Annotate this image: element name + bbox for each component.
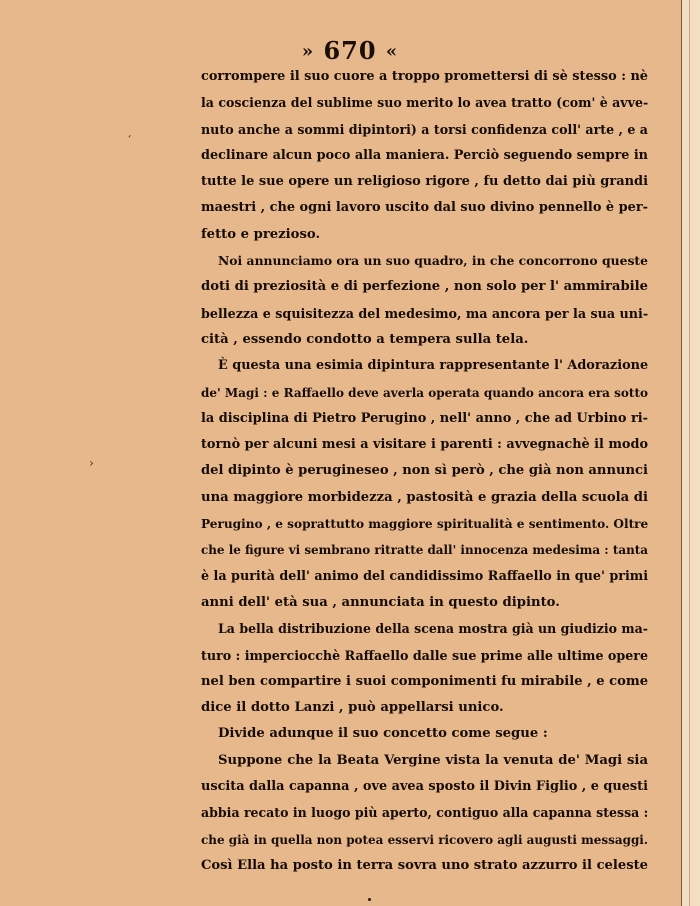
text-line: La bella distribuzione della scena mostra già un giudizio ma- [218, 621, 648, 637]
text-line: Suppone che la Beata Vergine vista la venuta de' Magi sia [218, 752, 648, 768]
body-text [201, 64, 648, 879]
text-line: la disciplina di Pietro Perugino , nell' anno , che ad Urbino ri- [201, 410, 648, 426]
page-edge-line [689, 0, 690, 906]
text-line: tornò per alcuni mesi a visitare i parenti : avvegnachè il modo [201, 437, 648, 453]
text-line: bellezza e squisitezza del medesimo, ma ancora per la sua uni- [201, 305, 648, 321]
right-ornament-icon: « [385, 41, 399, 62]
speck [368, 898, 371, 901]
text-line: È questa una esimia dipintura rappresentante l' Adorazione [218, 358, 648, 374]
text-line: Perugino , e soprattutto maggiore spiritualità e sentimento. Oltre [201, 517, 648, 532]
text-line: nuto anche a sommi dipintori) a torsi confidenza coll' arte , e a [201, 121, 648, 137]
text-line: fetto e prezioso. [201, 226, 321, 242]
text-line: Divide adunque il suo concetto come segue : [218, 726, 548, 742]
text-line: uscita dalla capanna , ove avea sposto il Divin Figlio , e questi [201, 779, 648, 795]
text-line: maestri , che ogni lavoro uscito dal suo divino pennello è per- [201, 200, 648, 216]
page-header [0, 36, 700, 65]
text-line: che già in quella non potea esservi ricovero agli augusti messaggi. [201, 832, 648, 847]
text-line: de' Magi : e Raffaello deve averla operata quando ancora era sotto [201, 385, 648, 400]
text-line: dice il dotto Lanzi , può appellarsi unico. [201, 700, 504, 716]
text-line: una maggiore morbidezza , pastosità e grazia della scuola di [201, 489, 648, 505]
text-line: la coscienza del sublime suo merito lo avea tratto (com' è avve- [201, 95, 648, 111]
page-number: 670 [323, 36, 377, 65]
text-line: abbia recato in luogo più aperto, contiguo alla capanna stessa : [201, 805, 648, 821]
text-line: è la purità dell' animo del candidissimo Raffaello in que' primi [201, 568, 648, 584]
text-line: Noi annunciamo ora un suo quadro, in che concorrono queste [218, 253, 648, 269]
text-line: cità , essendo condotto a tempera sulla tela. [201, 331, 529, 347]
left-ornament-icon: » [301, 41, 315, 62]
text-line: corrompere il suo cuore a troppo promettersi di sè stesso : nè [201, 69, 648, 84]
text-line: Così Ella ha posto in terra sovra uno strato azzurro il celeste [201, 857, 648, 873]
text-line: declinare alcun poco alla maniera. Perciò seguendo sempre in [201, 147, 648, 163]
text-line: del dipinto è perugineseo , non sì però , che già non annunci [201, 463, 648, 479]
margin-mark: › [89, 456, 94, 470]
page-edge [681, 0, 700, 906]
text-line: anni dell' età sua , annunciata in questo dipinto. [201, 594, 560, 610]
margin-mark: ´ [126, 134, 132, 148]
text-line: doti di preziosità e di perfezione , non solo per l' ammirabile [201, 279, 648, 295]
text-line: tutte le sue opere un religioso rigore , fu detto dai più grandi [201, 174, 648, 190]
text-line: turo : imperciocchè Raffaello dalle sue prime alle ultime opere [201, 647, 648, 663]
text-line: che le figure vi sembrano ritratte dall' innocenza medesima : tanta [201, 543, 648, 558]
text-line: nel ben compartire i suoi componimenti fu mirabile , e come [201, 673, 648, 689]
